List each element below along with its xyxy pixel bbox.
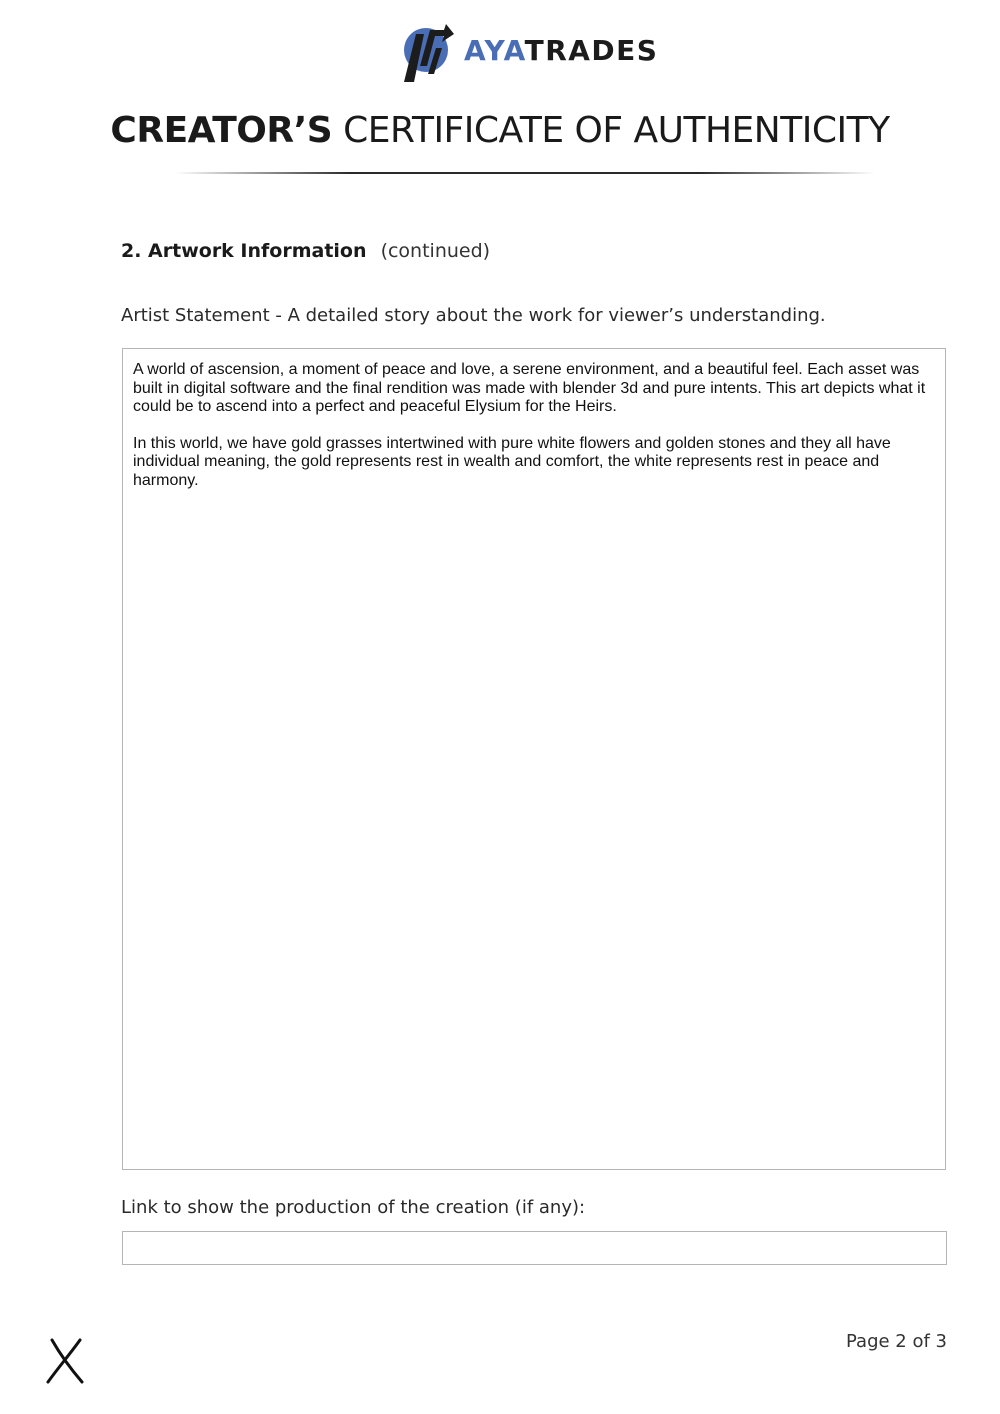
certificate-title-regular: CERTIFICATE OF AUTHENTICITY bbox=[343, 110, 890, 151]
signature-mark bbox=[44, 1336, 88, 1391]
artist-statement-field[interactable] bbox=[122, 348, 946, 1170]
artist-statement-paragraph-2: In this world, we have gold grasses intertwined with pure white flowers and golden stones and they all have individual meaning, the gold represents rest in wealth and comfort, the white represents rest in peace and harmony. bbox=[133, 434, 891, 489]
production-link-field[interactable] bbox=[122, 1231, 947, 1265]
ayatrades-logo-icon bbox=[400, 20, 456, 84]
artist-statement-label: Artist Statement - A detailed story about the work for viewer’s understanding. bbox=[121, 305, 826, 326]
brand-name bbox=[464, 34, 658, 67]
section-heading-title: 2. Artwork Information bbox=[121, 240, 367, 262]
certificate-title bbox=[0, 110, 1000, 151]
brand-name-trades: TRADES bbox=[524, 34, 659, 67]
section-heading bbox=[121, 240, 490, 262]
artist-statement-paragraph-1: A world of ascension, a moment of peace and love, a serene environment, and a beautiful feel. Each asset was built in digital software and the final rendition was made with blender 3d and pure intents. This art depicts what it could be to ascend into a perfect and peaceful Elysium for the Heirs. bbox=[133, 361, 926, 415]
section-heading-continued: (continued) bbox=[380, 240, 491, 262]
page-number: Page 2 of 3 bbox=[846, 1331, 947, 1352]
brand-name-aya: AYA bbox=[464, 34, 525, 67]
brand-logo bbox=[400, 20, 670, 84]
title-divider bbox=[175, 172, 875, 174]
production-link-label: Link to show the production of the creation (if any): bbox=[121, 1197, 586, 1218]
certificate-title-bold: CREATOR’S bbox=[110, 110, 333, 151]
